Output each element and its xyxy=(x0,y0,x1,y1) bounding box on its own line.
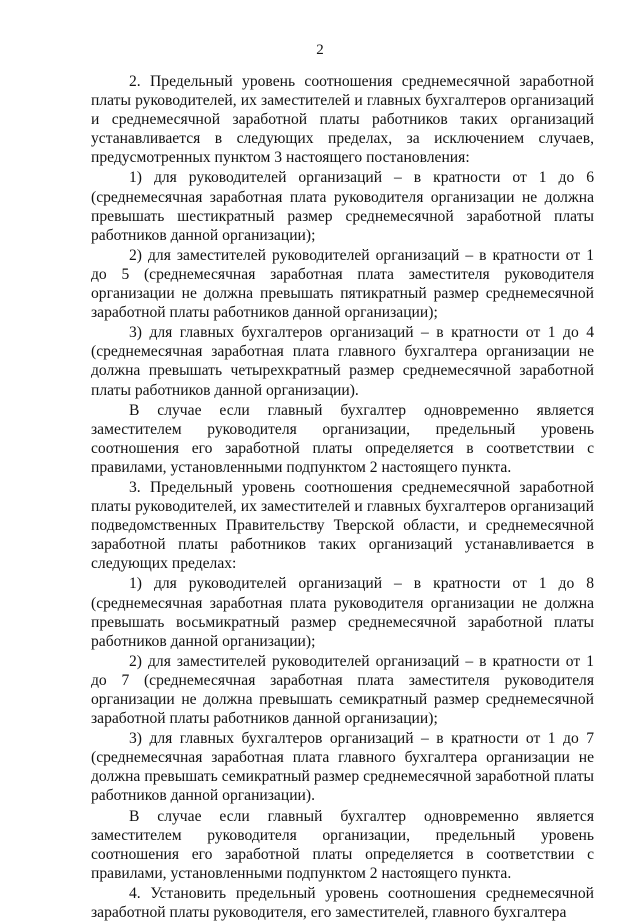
paragraph-3-item-2: 2) для заместителей руководителей организаций – в кратности от 1 до 7 (среднемесячная заработная плата заместителя руководителя организации не должна превышать семикратный размер среднемесячной заработной платы работников данной организации); xyxy=(91,652,594,728)
page-number: 2 xyxy=(316,42,324,58)
paragraph-2-note: В случае если главный бухгалтер одновременно является заместителем руководителя организации, предельный уровень соотношения его заработной платы определяется в соответствии с правилами, установленными подпунктом 2 настоящего пункта. xyxy=(91,401,594,476)
paragraph-3: 3. Предельный уровень соотношения среднемесячной заработной платы руководителей, их заместителей и главных бухгалтеров организаций подведомственных Правительству Тверской области, и среднемесячной заработной платы работников таких организаций устанавливается в следующих пределах: xyxy=(91,478,594,573)
paragraph-3-item-1: 1) для руководителей организаций – в кратности от 1 до 8 (среднемесячная заработная плата руководителя организации не должна превышать восьмикратный размер среднемесячной заработной платы работников данной организации); xyxy=(91,575,594,650)
document-body xyxy=(91,72,594,923)
paragraph-2-item-2: 2) для заместителей руководителей организаций – в кратности от 1 до 5 (среднемесячная заработная плата заместителя руководителя организации не должна превышать пятикратный размер среднемесячной заработной платы работников данной организации); xyxy=(91,246,594,322)
paragraph-2-item-3: 3) для главных бухгалтеров организаций – в кратности от 1 до 4 (среднемесячная заработная плата главного бухгалтера организации не должна превышать четырехкратный размер среднемесячной заработной платы работников данной организации). xyxy=(91,324,594,399)
paragraph-3-note: В случае если главный бухгалтер одновременно является заместителем руководителя организации, предельный уровень соотношения его заработной платы определяется в соответствии с правилами, установленными подпунктом 2 настоящего пункта. xyxy=(91,807,594,882)
paragraph-2: 2. Предельный уровень соотношения среднемесячной заработной платы руководителей, их заместителей и главных бухгалтеров организаций и среднемесячной заработной платы работников таких организаций устанавливается в следующих пределах, за исключением случаев, предусмотренных пунктом 3 настоящего постановления: xyxy=(91,73,594,167)
paragraph-4: 4. Установить предельный уровень соотношения среднемесячной заработной платы руководителя, его заместителей, главного бухгалтера xyxy=(91,884,594,922)
paragraph-3-item-3: 3) для главных бухгалтеров организаций – в кратности от 1 до 7 (среднемесячная заработная плата главного бухгалтера организации не должна превышать семикратный размер среднемесячной заработной платы работников данной организации). xyxy=(91,730,594,805)
paragraph-2-item-1: 1) для руководителей организаций – в кратности от 1 до 6 (среднемесячная заработная плата руководителя организации не должна превышать шестикратный размер среднемесячной заработной платы работников данной организации); xyxy=(91,169,594,244)
